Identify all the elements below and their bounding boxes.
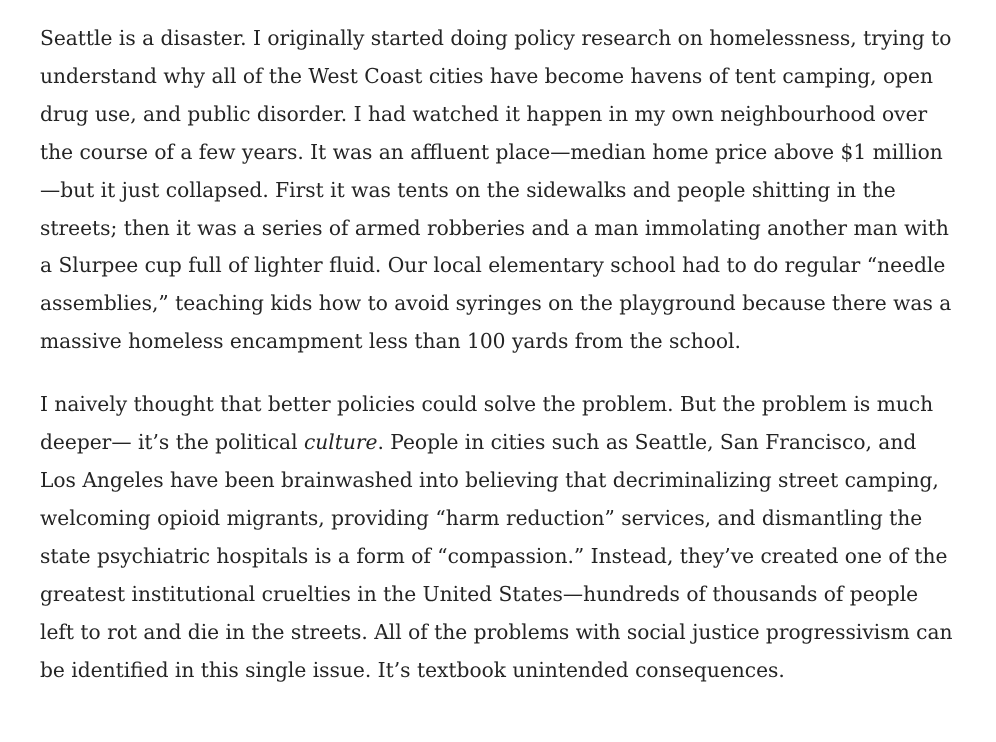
paragraph-political-culture-rest: . People in cities such as Seattle, San Francisco, and Los Angeles have been brainwashed into believing that decriminalizing street camping, welcoming opioid migrants, providing “harm reduction” services, and dismantling the state psychiatric hospitals is a form of “compassion.” Instead, they’ve created one of the greatest institutional cruelties in the United States—hundreds of thousands of people left to rot and die in the streets. All of the problems with social justice progressivism can be identified in this single issue. It’s textbook unintended consequences. — [40, 430, 953, 682]
paragraph-political-culture-lead: I naively thought that better policies could solve the problem. But the problem is much deeper— it’s the political — [40, 392, 934, 455]
paragraph-political-culture — [40, 386, 956, 689]
emphasized-word-culture: culture — [303, 430, 378, 455]
paragraph-seattle-disaster: Seattle is a disaster. I originally started doing policy research on homelessness, trying to understand why all of the West Coast cities have become havens of tent camping, open drug use, and public disorder. I had watched it happen in my own neighbourhood over the course of a few years. It was an affluent place—median home price above $1 million—but it just collapsed. First it was tents on the sidewalks and people shitting in the streets; then it was a series of armed robberies and a man immolating another man with a Slurpee cup full of lighter fluid. Our local elementary school had to do regular “needle assemblies,” teaching kids how to avoid syringes on the playground because there was a massive homeless encampment less than 100 yards from the school. — [40, 26, 952, 354]
